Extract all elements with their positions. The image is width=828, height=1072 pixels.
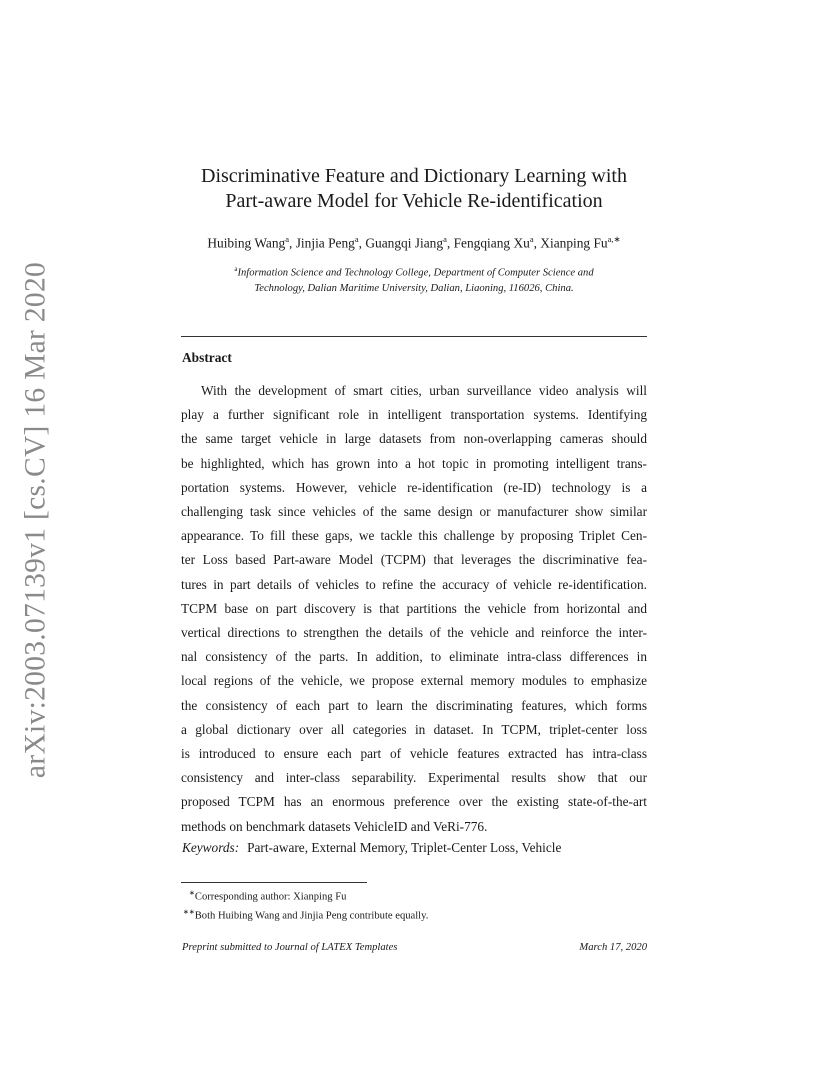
abstract-line: With the development of smart cities, urban surveillance video analysis will — [201, 383, 647, 398]
footnotes — [183, 886, 429, 923]
author-list: Huibing Wang$^a$, Jinjia Peng$^a$, Guangqi Jiang$^a$, Fengqiang Xu$^a$, Xianping $Fu^{a,∗}$ — [207, 234, 621, 251]
footnote-text: Both Huibing Wang and Jinjia Peng contribute equally. — [194, 910, 429, 922]
author-affil-mark: a — [529, 234, 534, 244]
preprint-date: March 17, 2020 — [579, 942, 647, 953]
footnote-rule — [181, 882, 367, 883]
abstract-heading: Abstract — [182, 350, 232, 365]
abstract-line: proposed TCPM has an enormous preference over the existing state-of-the-art — [181, 794, 647, 810]
abstract-line: portation systems. However, vehicle re-identification (re-ID) technology is a — [181, 479, 647, 495]
author-name: Huibing Wang — [207, 235, 286, 251]
affiliation-line: Technology, Dalian Maritime University, Dalian, Liaoning, 116026, China. — [254, 282, 574, 294]
author-name: Jinjia Peng — [295, 235, 355, 251]
footnote-mark: ∗ — [189, 889, 195, 897]
author-name: Fengqiang Xu — [453, 235, 530, 251]
affiliation-mark: a — [234, 265, 238, 273]
abstract-line: the same target vehicle in large datasets from non-overlapping cameras should — [181, 431, 647, 447]
abstract-line: methods on benchmark datasets VehicleID and VeRi-776. — [181, 818, 488, 834]
title-line: Discriminative Feature and Dictionary Learning with — [201, 165, 627, 187]
author-affil-mark: a — [285, 234, 290, 244]
abstract-line: nal consistency of the parts. In addition, to eliminate intra-class differences in — [181, 649, 647, 665]
abstract-line: be highlighted, which has grown into a hot topic in promoting intelligent trans- — [181, 455, 647, 471]
paper-title — [150, 164, 678, 214]
preprint-note: Preprint submitted to Journal of LATEX Templates — [182, 942, 398, 953]
author-affil-mark: a — [443, 234, 447, 244]
author-affil-mark: a,∗ — [607, 234, 621, 244]
footnote — [183, 905, 428, 924]
footnote-mark: ∗∗ — [183, 907, 195, 916]
abstract-line: is introduced to ensure each part of vehicle features extracted has intra-class — [181, 746, 647, 762]
affiliation — [160, 262, 668, 296]
abstract-line: play a further significant role in intelligent transportation systems. Identifying — [181, 407, 647, 423]
abstract-line: appearance. To fill these gaps, we tackle this challenge by proposing Triplet Cen- — [181, 528, 647, 544]
footnote — [189, 886, 428, 905]
abstract-line: TCPM base on part discovery is that partitions the vehicle from horizontal and — [181, 600, 647, 616]
abstract-line: ter Loss based Part-aware Model (TCPM) that leverages the discriminative fea- — [181, 552, 647, 568]
author-affil-mark: a — [354, 234, 359, 244]
author-name: Xianping Fu — [540, 235, 608, 251]
affiliation-line — [160, 262, 668, 281]
abstract-line: tures in part details of vehicles to refine the accuracy of vehicle re-identification. — [181, 576, 647, 592]
author-name: Guangqi Jiang — [365, 235, 444, 251]
abstract-line: challenging task since vehicles of the same design or manufacturer show similar — [181, 504, 647, 520]
keywords-text: Part-aware, External Memory, Triplet-Center Loss, Vehicle — [247, 840, 562, 855]
abstract-top-rule — [181, 336, 647, 337]
footnote-text: Corresponding author: Xianping Fu — [194, 891, 347, 903]
abstract-body — [181, 379, 647, 839]
arxiv-identifier-text: arXiv:2003.07139v1 [cs.CV] 16 Mar 2020 — [19, 261, 52, 779]
keywords — [182, 840, 561, 856]
title-line: Part-aware Model for Vehicle Re-identification — [225, 190, 603, 212]
abstract-line: consistency and inter-class separability. Experimental results show that our — [181, 770, 647, 786]
abstract-line: vertical directions to strengthen the details of the vehicle and reinforce the inter- — [181, 625, 647, 641]
abstract-line: the consistency of each part to learn the discriminating features, which forms — [181, 697, 647, 713]
abstract-line: a global dictionary over all categories in dataset. In TCPM, triplet-center loss — [181, 721, 647, 737]
keywords-label: Keywords: — [182, 840, 240, 855]
affiliation-text: Information Science and Technology College, Department of Computer Science and — [237, 267, 594, 279]
abstract-line: local regions of the vehicle, we propose external memory modules to emphasize — [181, 673, 647, 689]
